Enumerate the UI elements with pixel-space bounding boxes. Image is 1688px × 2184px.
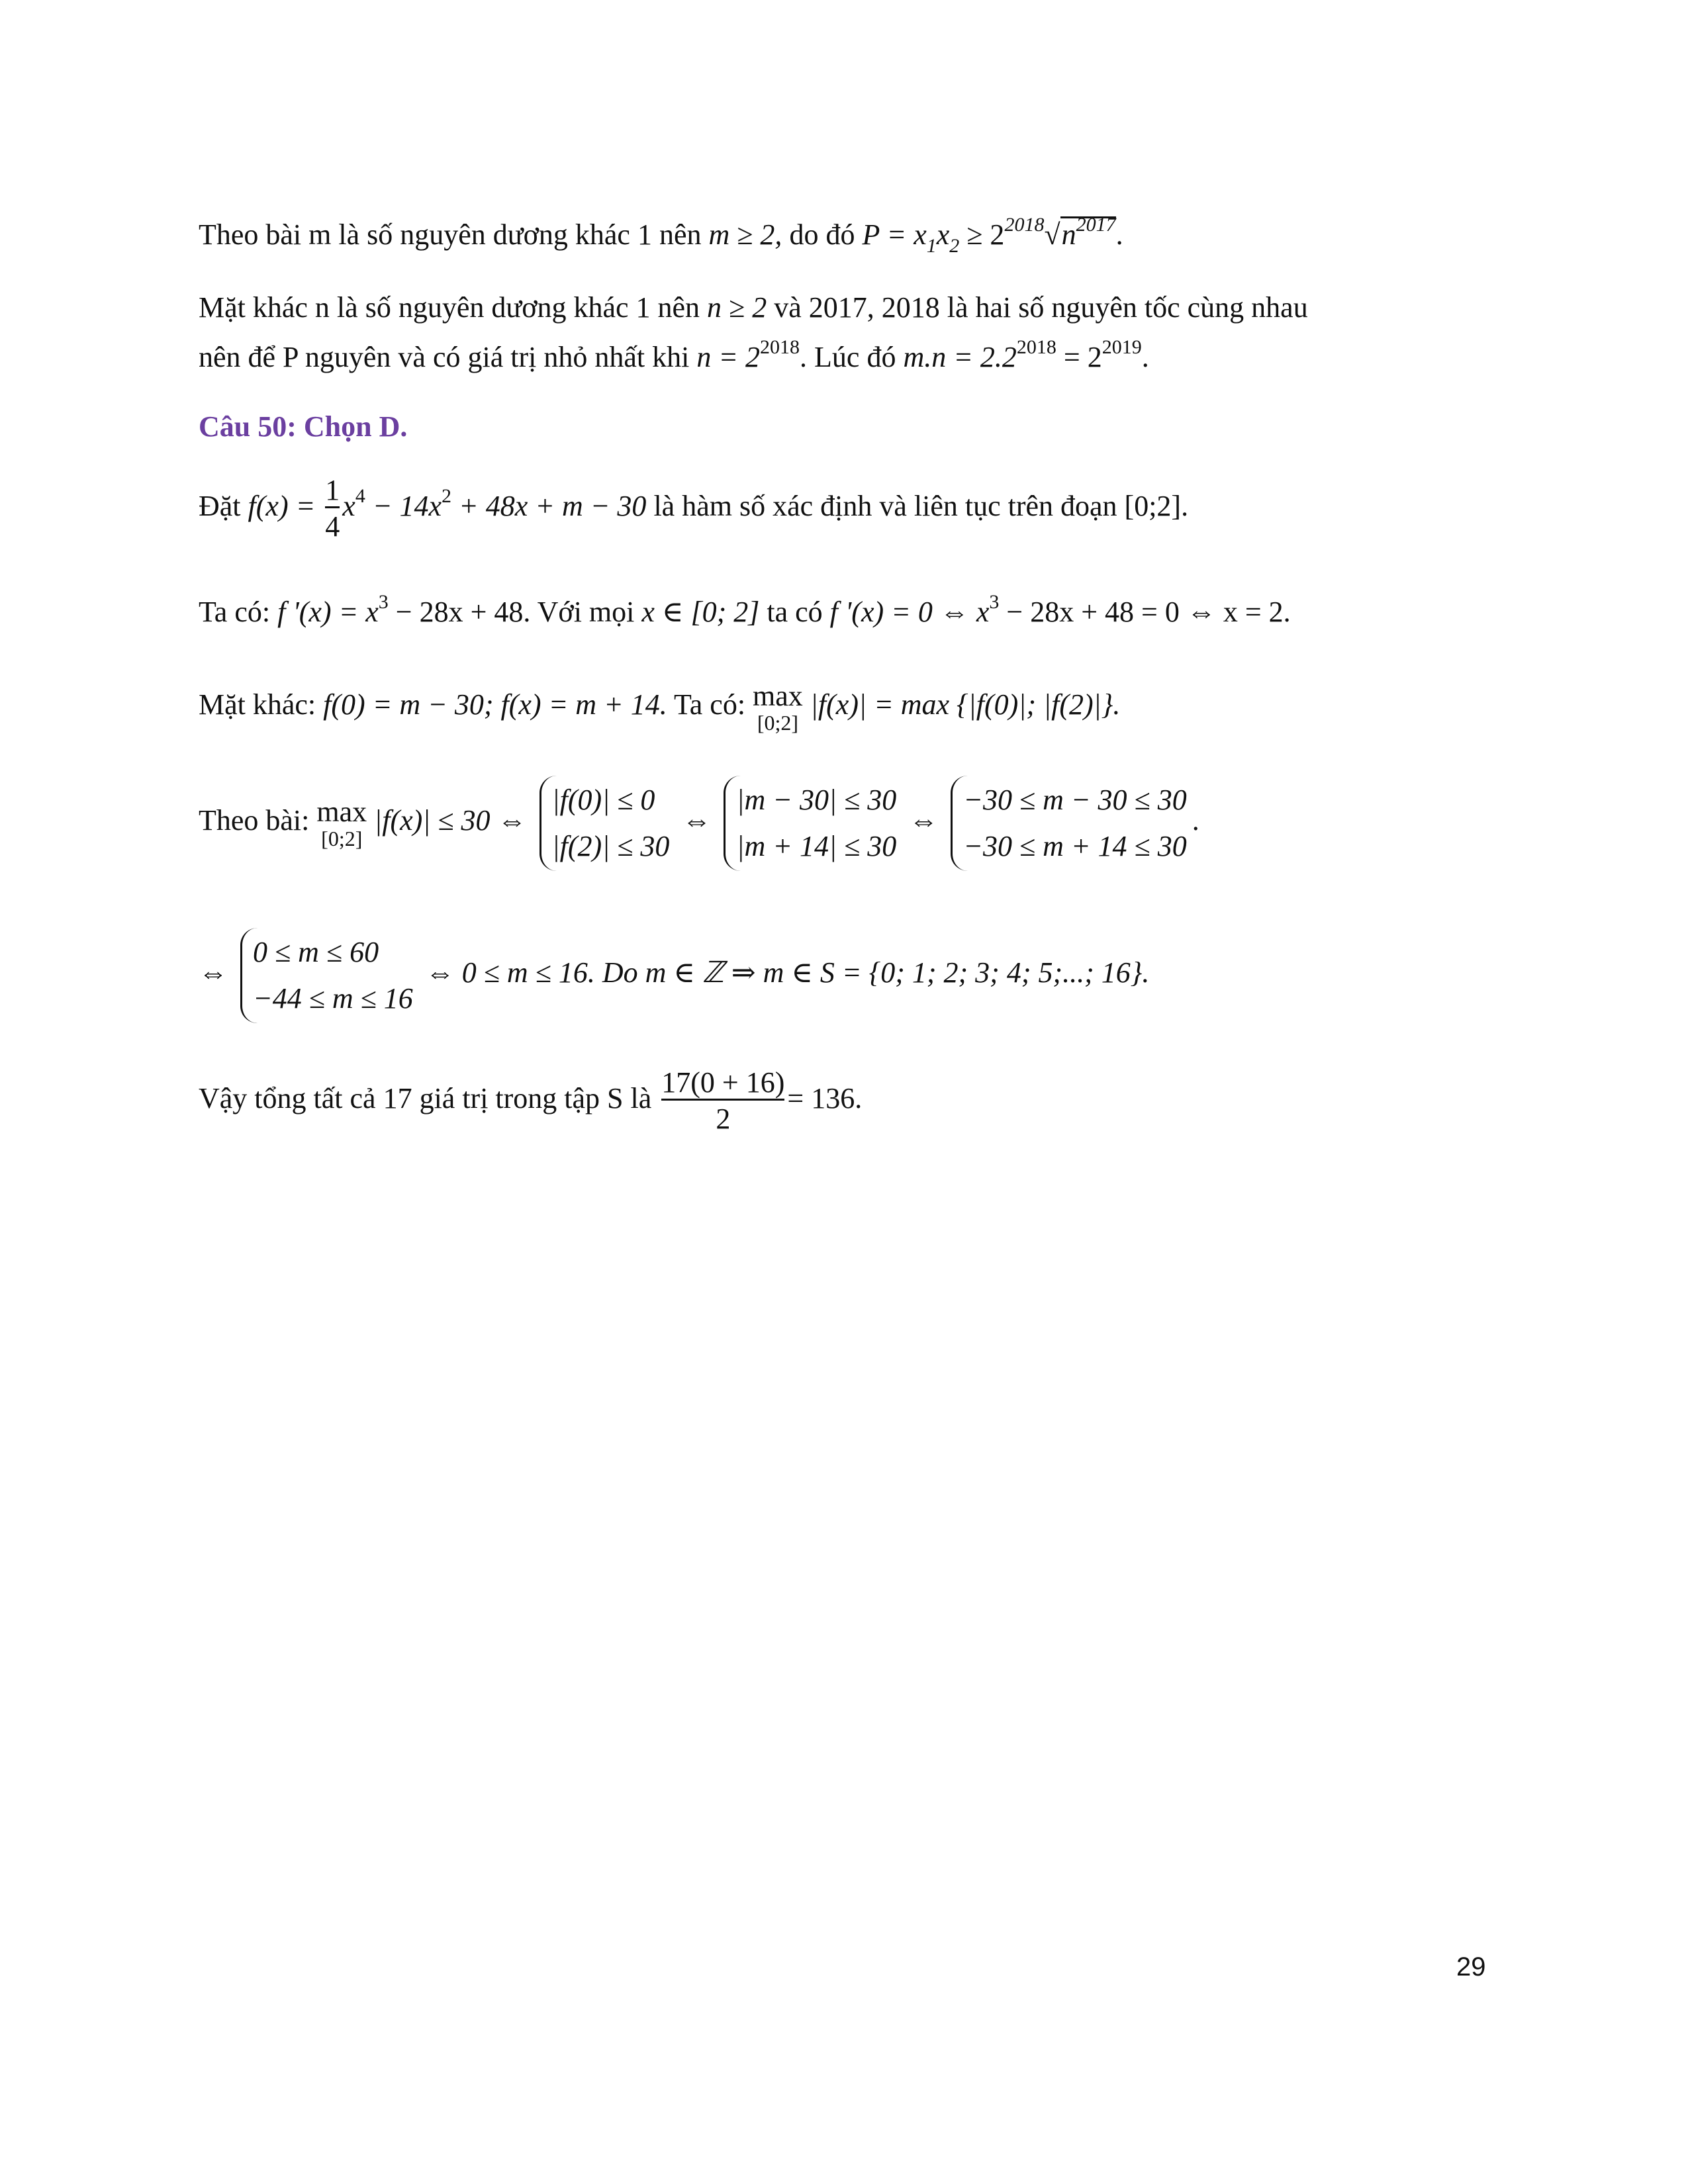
p5-c: ta có <box>767 596 823 628</box>
p6-expr: |f(x)| = max {|f(0)|; |f(2)|}. <box>810 688 1121 721</box>
p7-s3-l1: −30 ≤ m − 30 ≤ 30 <box>963 783 1187 816</box>
p3-eq-exp: 2019 <box>1102 336 1142 358</box>
p7-s1-l2: |f(2)| ≤ 30 <box>551 829 670 862</box>
p4-a: Đặt <box>199 490 241 522</box>
p4-f: f(x) = <box>248 490 316 522</box>
p3-a: nên để P nguyên và có giá trị nhỏ nhất khi <box>199 341 690 373</box>
p8-iff: ⇔ <box>199 956 228 989</box>
p1-radicand: n <box>1061 218 1076 251</box>
line-p4 <box>199 470 1188 543</box>
p4-rest3: + 48x + m − 30 <box>459 490 647 522</box>
p1-lhs: P = x <box>862 218 927 251</box>
p4-rest2: − 14x <box>372 490 442 522</box>
p3-n: n = 2 <box>696 341 761 373</box>
p9-a: Vậy tổng tất cả 17 giá trị trong tập S là <box>199 1082 652 1115</box>
p5-exp3: 3 <box>378 591 389 613</box>
p7-end: . <box>1192 804 1199 837</box>
p6-max: max <box>753 679 803 712</box>
p2-cond: n ≥ 2 <box>707 291 767 324</box>
p7-ineq: |f(x)| ≤ 30 ⇔ <box>374 804 527 837</box>
p3-mn: m.n = 2.2 <box>903 341 1017 373</box>
p1-x2: x <box>936 218 950 251</box>
p7-s2-l1: |m − 30| ≤ 30 <box>736 783 897 816</box>
p4-exp4: 4 <box>355 485 365 507</box>
p7-iff2: ⇔ <box>909 804 939 837</box>
line-p8 <box>199 923 1149 1023</box>
question-heading: Câu 50: Chọn D. <box>199 410 408 443</box>
p7-system-2 <box>724 776 896 871</box>
p3-b: . Lúc đó <box>800 341 896 373</box>
p5-deriv: f '(x) = x <box>277 596 379 628</box>
p7-system-1 <box>539 776 670 871</box>
p1-formula: $P = x_1x_2 \ge 2^{2018}√n^{2017}$ <box>862 214 1116 257</box>
p9-res: = 136. <box>787 1082 863 1115</box>
p5-eq: f '(x) = 0 ⇔ x <box>829 596 990 628</box>
p6-vals: f(0) = m − 30; f(x) = m + 14. <box>323 688 667 721</box>
p9-num: 17(0 + 16) <box>661 1066 785 1099</box>
p4-frac-den: 4 <box>325 506 340 543</box>
p7-system-3 <box>951 776 1186 871</box>
p5-dom: x ∈ [0; 2] <box>641 596 760 628</box>
line-p5 <box>199 592 1291 632</box>
page-number: 29 <box>1456 1952 1486 1981</box>
p1-radical <box>1060 216 1116 251</box>
p1-mid: do đó <box>789 218 855 251</box>
p1-sub1: 1 <box>926 235 937 257</box>
line-p1: Theo bài m là số nguyên dương khác 1 nên m ≥ 2, do đó $P = x_1x_2 \ge 2^{2018}√n^{2017}$. <box>199 214 1123 257</box>
p4-frac-num: 1 <box>325 474 340 507</box>
p4-exp2: 2 <box>442 485 452 507</box>
p5-a: Ta có: <box>199 596 271 628</box>
p1-text: Theo bài m là số nguyên dương khác 1 nên <box>199 218 702 251</box>
p6-b: Ta có: <box>673 688 746 721</box>
p4-b: là hàm số xác định và liên tục trên đoạn [0;2]. <box>653 490 1189 522</box>
p1-geq: ≥ 2 <box>966 218 1005 251</box>
p5-exp3b: 3 <box>989 591 1000 613</box>
p9-fraction <box>661 1067 784 1135</box>
p5-eq-rest: − 28x + 48 = 0 ⇔ x = 2. <box>1006 596 1291 628</box>
p7-s3-l2: −30 ≤ m + 14 ≤ 30 <box>963 829 1187 862</box>
p5-b: Với mọi <box>537 596 635 628</box>
p7-iff1: ⇔ <box>682 804 712 837</box>
line-p3: nên để P nguyên và có giá trị nhỏ nhất khi $n = 2^{2018}$. Lúc đó $m.n = 2.2^{2018} = 2^{2019}$. <box>199 336 1149 373</box>
line-p7 <box>199 771 1199 871</box>
p8-rest: ⇔ 0 ≤ m ≤ 16. Do m ∈ ℤ ⇒ m ∈ S = {0; 1; 2; 3; 4; 5;...; 16}. <box>425 956 1150 989</box>
p1-exp2017: 2017 <box>1076 214 1116 236</box>
p3-eq: = 2 <box>1063 341 1102 373</box>
p5-deriv-rest: − 28x + 48. <box>395 596 531 628</box>
p6-max-op <box>753 681 803 734</box>
p2-a: Mặt khác n là số nguyên dương khác 1 nên <box>199 291 700 324</box>
p3-n-exp: 2018 <box>760 336 800 358</box>
p1-sub2: 2 <box>949 235 960 257</box>
p4-fraction <box>325 475 340 543</box>
p3-mn-exp: 2018 <box>1016 336 1056 358</box>
p7-s2-l2: |m + 14| ≤ 30 <box>736 829 897 862</box>
p8-system <box>240 928 413 1023</box>
p7-s1-l1: |f(0)| ≤ 0 <box>551 783 655 816</box>
p9-den: 2 <box>661 1099 784 1135</box>
p6-max-lim: [0;2] <box>757 710 799 735</box>
p4-x: x <box>342 490 355 522</box>
p7-max: max <box>316 795 367 828</box>
p8-s-l2: −44 ≤ m ≤ 16 <box>253 981 413 1015</box>
p1-exp2018: 2018 <box>1004 214 1045 236</box>
p6-a: Mặt khác: <box>199 688 316 721</box>
line-p2 <box>199 288 1308 328</box>
line-p6 <box>199 675 1120 735</box>
p7-max-op <box>316 797 367 850</box>
p7-a: Theo bài: <box>199 804 310 837</box>
p8-s-l1: 0 ≤ m ≤ 60 <box>253 935 379 968</box>
p7-max-lim: [0;2] <box>321 826 363 850</box>
line-p9 <box>199 1059 862 1138</box>
p2-b: và 2017, 2018 là hai số nguyên tốc cùng nhau <box>774 291 1308 324</box>
p1-cond: m ≥ 2, <box>708 218 782 251</box>
